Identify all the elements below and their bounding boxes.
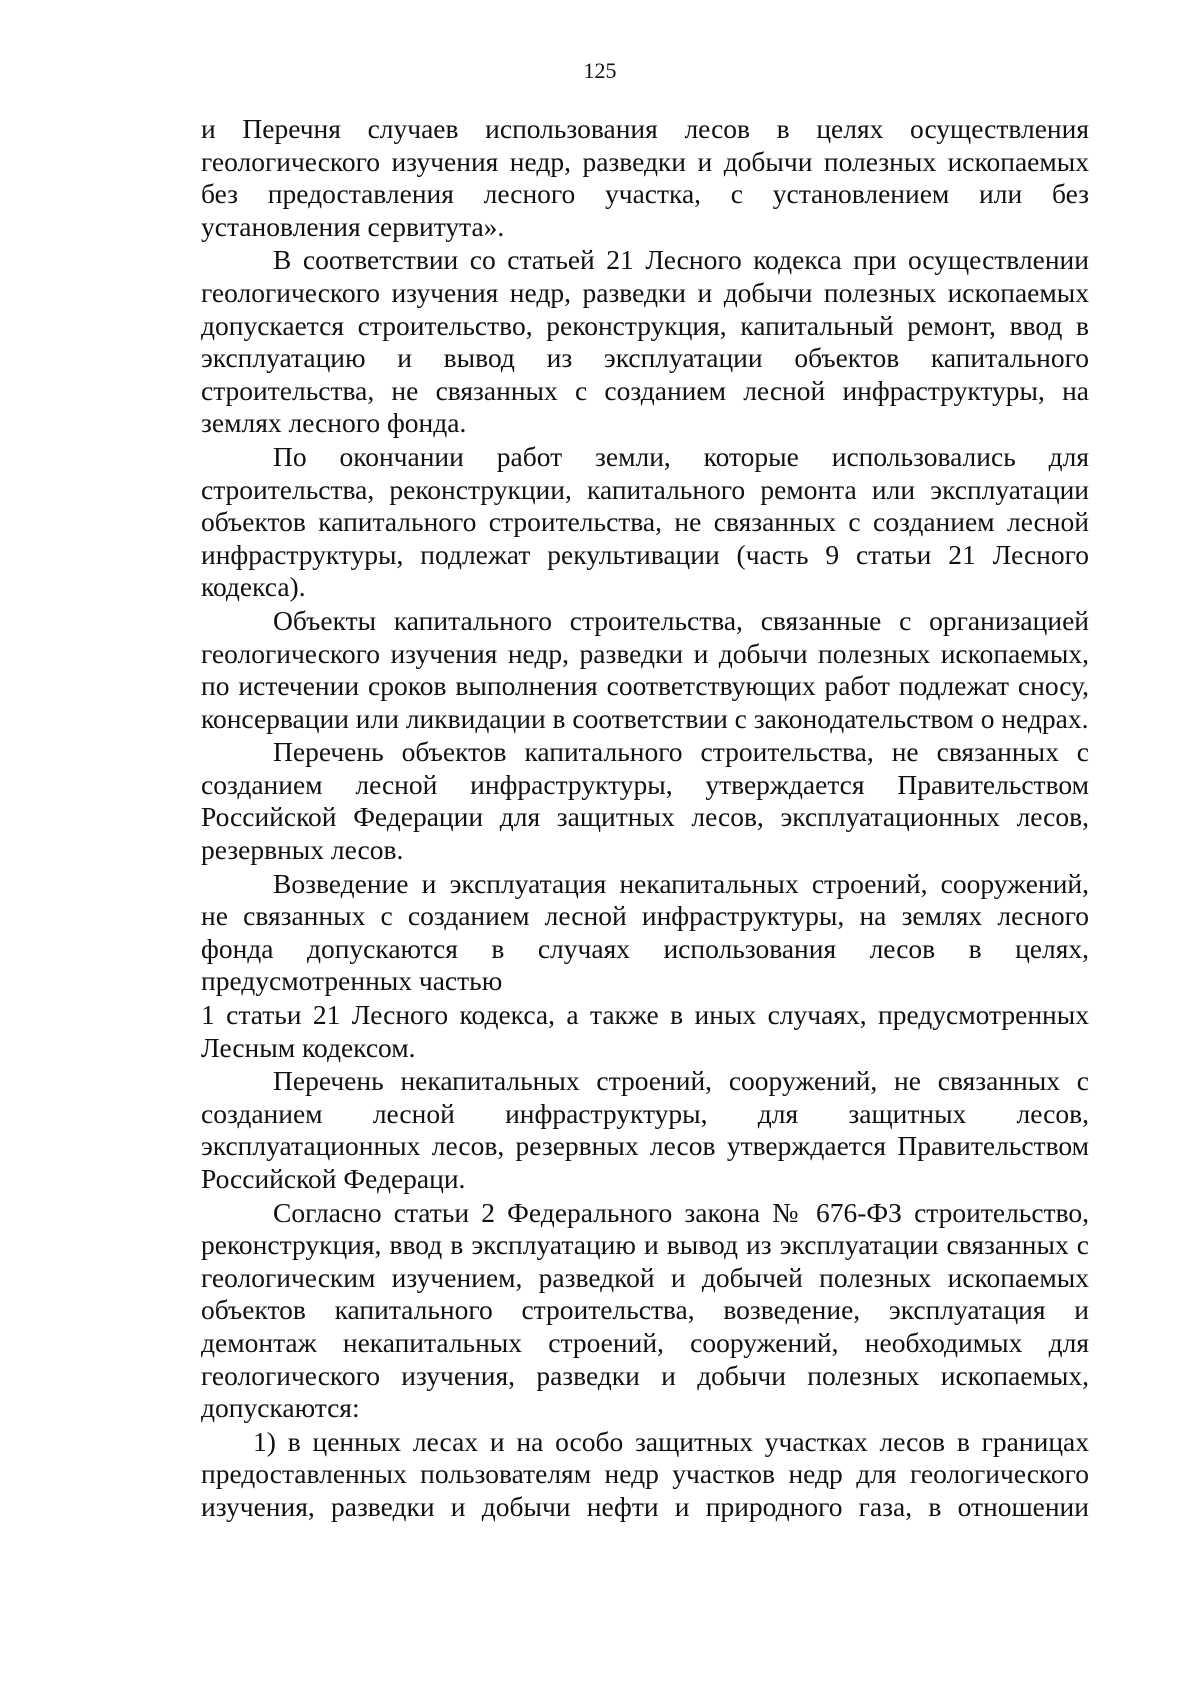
- paragraph-recultivation: По окончании работ земли, которые использовались для строительства, реконструкции, капитального ремонта или эксплуатации объектов капитального строительства, не связанных с созданием лесной инфраструктуры, подлежат рекультивации (часть 9 статьи 21 Лесного кодекса).: [201, 440, 1089, 603]
- list-item-1: 1) в ценных лесах и на особо защитных участках лесов в границах предоставленных пользователям недр участков недр для геологического изучения, разведки и добычи нефти и природного газа, в отношении: [201, 1425, 1089, 1522]
- paragraph-continuation: и Перечня случаев использования лесов в целях осуществления геологического изучения недр, разведки и добычи полезных ископаемых без предоставления лесного участка, с установлением или без установления сервитута».: [201, 113, 1089, 242]
- paragraph-non-capital: Возведение и эксплуатация некапитальных строений, сооружений, не связанных с созданием лесной инфраструктуры, на землях лесного фонда допускаются в случаях использования лесов в целях, предусмотренных частью: [201, 867, 1089, 997]
- paragraph-objects-list: Перечень объектов капитального строительства, не связанных с созданием лесной инфраструктуры, утверждается Правительством Российской Федерации для защитных лесов, эксплуатационных лесов, резервных лесов.: [201, 736, 1089, 866]
- paragraph-capital-objects: Объекты капитального строительства, связанные с организацией геологического изучения недр, разведки и добычи полезных ископаемых, по истечении сроков выполнения соответствующих работ подлежат сносу, консервации или ликвидации в соответствии с законодательством о недрах.: [201, 604, 1089, 734]
- document-body: [201, 113, 1089, 1525]
- paragraph-non-capital-list: Перечень некапитальных строений, сооружений, не связанных с созданием лесной инфраструктуры, для защитных лесов, эксплуатационных лесов, резервных лесов утверждается Правительством Российской Федераци.: [201, 1065, 1089, 1194]
- paragraph-article-21: В соответствии со статьей 21 Лесного кодекса при осуществлении геологического изучения недр, разведки и добычи полезных ископаемых допускается строительство, реконструкция, капитальный ремонт, ввод в эксплуатацию и вывод из эксплуатации объектов капитального строительства, не связанных с созданием лесной инфраструктуры, на землях лесного фонда.: [201, 244, 1089, 439]
- page-number: 125: [583, 58, 617, 83]
- paragraph-federal-law: Согласно статьи 2 Федерального закона № 676-ФЗ строительство, реконструкция, ввод в эксплуатацию и вывод из эксплуатации связанных с геологическим изучением, разведкой и добычей полезных ископаемых объектов капитального строительства, возведение, эксплуатация и демонтаж некапитальных строений, сооружений, необходимых для геологического изучения, разведки и добычи полезных ископаемых, допускаются:: [201, 1196, 1089, 1424]
- paragraph-non-capital-tail: 1 статьи 21 Лесного кодекса, а также в иных случаях, предусмотренных Лесным кодексом.: [201, 999, 1089, 1063]
